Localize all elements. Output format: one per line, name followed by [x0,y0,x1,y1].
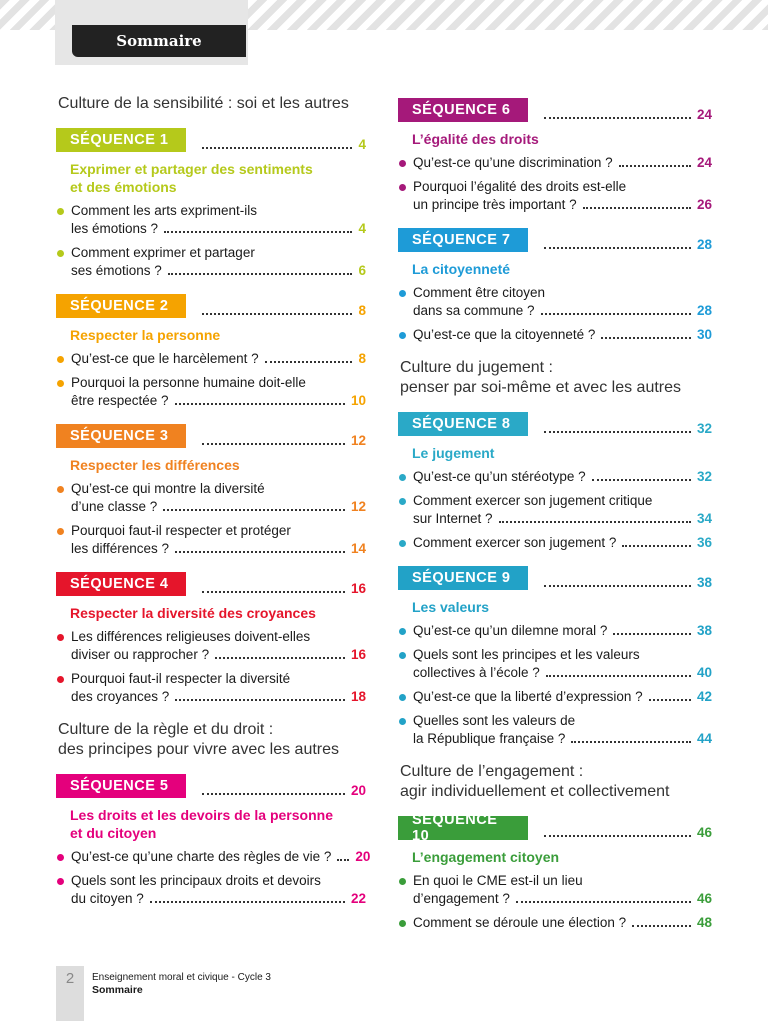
bullet-icon [399,498,406,505]
bullet-icon [57,486,64,493]
toc-item[interactable]: Qu’est-ce qu’un dilemne moral ? 38 [398,622,712,640]
toc-item[interactable]: Qu’est-ce que le harcèlement ? 8 [56,350,366,368]
toc-item[interactable]: Comment exercer son jugement critique sur Internet ? 34 [398,492,712,528]
sequence-title: Les droits et les devoirs de la personne et du citoyen [70,807,333,841]
sequence-badge: SÉQUENCE 6 [398,98,528,122]
bullet-icon [399,878,406,885]
toc-item[interactable]: Qu’est-ce que la liberté d’expression ? 42 [398,688,712,706]
bullet-icon [399,652,406,659]
sequence-6[interactable] [398,98,712,214]
bullet-icon [399,290,406,297]
page-number: 20 [350,783,366,798]
bullet-icon [57,250,64,257]
sequence-badge: SÉQUENCE 9 [398,566,528,590]
bullet-icon [57,878,64,885]
sequence-3[interactable] [56,424,366,558]
bullet-icon [57,676,64,683]
page-number: 38 [696,575,712,590]
bullet-icon [399,540,406,547]
toc-item[interactable]: Qu’est-ce qu’un stéréotype ? 32 [398,468,712,486]
sequence-badge: SÉQUENCE 7 [398,228,528,252]
toc-item[interactable]: Qu’est-ce que la citoyenneté ? 30 [398,326,712,344]
toc-item[interactable]: Pourquoi l’égalité des droits est-elle un principe très important ? 26 [398,178,712,214]
sequence-title: La citoyenneté [412,261,511,277]
sequence-title: Respecter la personne [70,327,221,343]
sequence-7[interactable] [398,228,712,344]
header-tab: Sommaire [72,25,246,57]
page-number: 32 [696,421,712,436]
sequence-badge: SÉQUENCE 5 [56,774,186,798]
section-heading: Culture du jugement : penser par soi-même et avec les autres [400,359,682,396]
sequence-badge: SÉQUENCE 8 [398,412,528,436]
sequence-badge: SÉQUENCE 3 [56,424,186,448]
footer-line-2: Sommaire [92,984,143,996]
toc-item[interactable]: Comment les arts expriment-ils les émotions ? 4 [56,202,366,238]
sequence-title: Respecter les différences [70,457,240,473]
section-heading: Culture de l’engagement : agir individuellement et collectivement [400,763,670,800]
toc-item[interactable]: En quoi le CME est-il un lieu d’engagement ? 46 [398,872,712,908]
sequence-2[interactable] [56,294,366,410]
left-column [56,90,371,922]
toc-item[interactable]: Comment se déroule une élection ? 48 [398,914,712,932]
sequence-title: Les valeurs [412,599,490,615]
sequence-10[interactable] [398,812,712,932]
sequence-badge: SÉQUENCE 4 [56,572,186,596]
toc-item[interactable]: Pourquoi la personne humaine doit-elle être respectée ? 10 [56,374,366,410]
sequence-4[interactable] [56,572,366,706]
sequence-title: Le jugement [412,445,495,461]
toc-item[interactable]: Quelles sont les valeurs de la République française ? 44 [398,712,712,748]
section-heading: Culture de la règle et du droit : des principes pour vivre avec les autres [58,721,340,758]
toc-item[interactable]: Qu’est-ce qu’une charte des règles de vie ? 20 [56,848,366,866]
toc-item[interactable]: Qu’est-ce qui montre la diversité d’une classe ? 12 [56,480,366,516]
toc-item[interactable]: Comment exercer son jugement ? 36 [398,534,712,552]
bullet-icon [399,718,406,725]
sequence-title: L’engagement citoyen [412,849,560,865]
bullet-icon [57,208,64,215]
toc-item[interactable]: Les différences religieuses doivent-elles diviser ou rapprocher ? 16 [56,628,366,664]
bullet-icon [57,356,64,363]
toc-item[interactable]: Comment être citoyen dans sa commune ? 28 [398,284,712,320]
bullet-icon [399,920,406,927]
footer-line-1: Enseignement moral et civique - Cycle 3 [92,972,271,983]
sequence-9[interactable] [398,566,712,748]
footer-text [92,972,271,996]
sequence-title: Respecter la diversité des croyances [70,605,316,621]
page-number: 12 [350,433,366,448]
footer-page-number: 2 [56,966,84,1021]
page-number: 16 [350,581,366,596]
sequence-title: L’égalité des droits [412,131,539,147]
sequence-1[interactable] [56,128,366,280]
page-number: 46 [696,825,712,840]
page-number: 24 [696,107,712,122]
right-column [398,98,712,946]
sequence-title: Exprimer et partager des sentiments et des émotions [70,161,313,195]
bullet-icon [399,184,406,191]
page-number: 8 [358,303,366,318]
bullet-icon [399,474,406,481]
toc-item[interactable]: Comment exprimer et partager ses émotions ? 6 [56,244,366,280]
bullet-icon [57,380,64,387]
bullet-icon [399,694,406,701]
toc-item[interactable]: Qu’est-ce qu’une discrimination ? 24 [398,154,712,172]
toc-item[interactable]: Pourquoi faut-il respecter la diversité des croyances ? 18 [56,670,366,706]
page-number: 4 [358,137,366,152]
bullet-icon [399,160,406,167]
bullet-icon [57,634,64,641]
bullet-icon [399,332,406,339]
toc-item[interactable]: Quels sont les principaux droits et devoirs du citoyen ? 22 [56,872,366,908]
bullet-icon [57,854,64,861]
page-number: 28 [696,237,712,252]
toc-item[interactable]: Quels sont les principes et les valeurs collectives à l’école ? 40 [398,646,712,682]
bullet-icon [57,528,64,535]
section-heading: Culture de la sensibilité : soi et les autres [58,95,349,112]
sequence-badge: SÉQUENCE 10 [398,816,528,840]
bullet-icon [399,628,406,635]
toc-item[interactable]: Pourquoi faut-il respecter et protéger les différences ? 14 [56,522,366,558]
sequence-5[interactable] [56,774,371,908]
sequence-8[interactable] [398,412,712,552]
sequence-badge: SÉQUENCE 2 [56,294,186,318]
sequence-badge: SÉQUENCE 1 [56,128,186,152]
